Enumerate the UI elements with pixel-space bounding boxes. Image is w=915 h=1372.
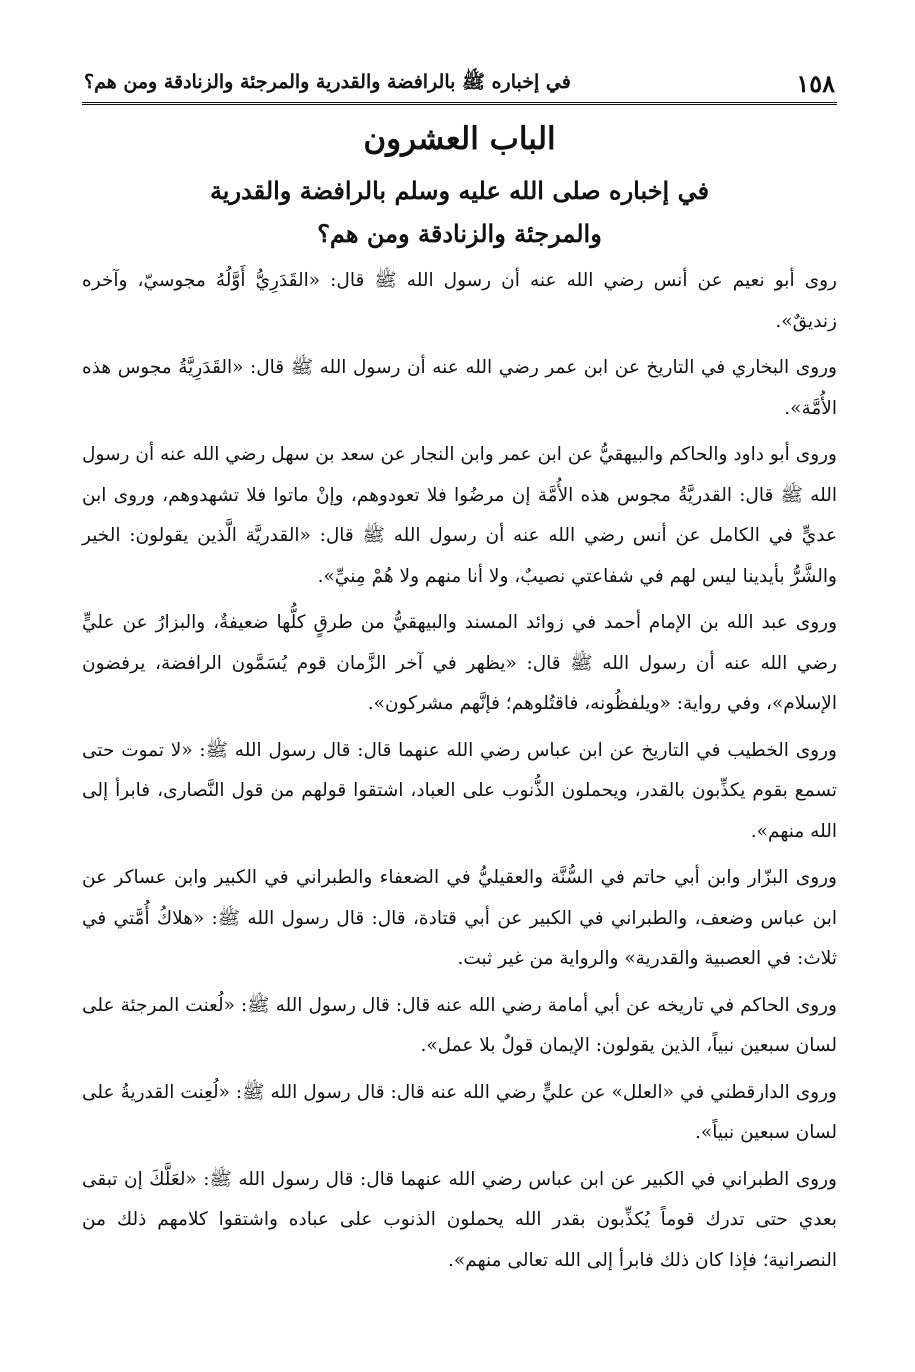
paragraph: وروى أبو داود والحاكم والبيهقيُّ عن ابن عمر وابن النجار عن سعد بن سهل رضي الله عنه أن رسول الله ﷺ قال: القدريَّةُ مجوس هذه الأُمَّة إن مرضُوا فلا تعودوهم، وإنْ ماتوا فلا تشهدوهم، وروى ابن عديٍّ في الكامل عن أنس رضي الله عنه أن رسول الله ﷺ قال: «القدريَّة الَّذين يقولون: الخير والشَّرُّ بأيدينا ليس لهم في شفاعتي نصيبٌ، ولا أنا منهم ولا هُمْ مِنيِّ». xyxy=(82,444,837,587)
paragraph: وروى الطبراني في الكبير عن ابن عباس رضي الله عنهما قال: قال رسول الله ﷺ: «لعَلَّكَ إن تبقى بعدي حتى تدرك قوماً يُكذِّبون بقدر الله يحملون الذنوب على عباده واشتقوا كلامهم ذلك من النصرانية؛ فإذا كان ذلك فابرأ إلى الله تعالى منهم». xyxy=(82,1168,837,1271)
running-header xyxy=(82,58,837,105)
chapter-subtitle xyxy=(82,169,837,255)
paragraph: وروى البزّار وابن أبي حاتم في السُّنَّة والعقيليُّ في الضعفاء والطبراني في الكبير وابن عساكر عن ابن عباس وضعف، والطبراني في الكبير عن أبي قتادة، قال: قال رسول الله ﷺ: «هلاكُ أُمَّتي في ثلاث: في العصبية والقدرية» والرواية من غير ثبت. xyxy=(82,867,837,970)
chapter-subtitle-line-1: في إخباره صلى الله عليه وسلم بالرافضة والقدرية xyxy=(209,175,710,205)
page-number: ١٥٨ xyxy=(796,69,835,98)
body-text xyxy=(82,261,837,1281)
paragraph: وروى عبد الله بن الإمام أحمد في زوائد المسند والبيهقيُّ من طرقٍ كلُّها ضعيفةٌ، والبزارُ عن عليٍّ رضي الله عنه أن رسول الله ﷺ قال: «يظهر في آخر الزَّمان قوم يُسَمَّون الرافضة، يرفضون الإسلام»، وفي رواية: «ويلفظُونه، فاقتُلوهم؛ فإنَّهم مشركون». xyxy=(82,612,837,715)
chapter-subtitle-line-2: والمرجئة والزنادقة ومن هم؟ xyxy=(317,219,602,249)
paragraph: وروى البخاري في التاريخ عن ابن عمر رضي الله عنه أن رسول الله ﷺ قال: «القَدَرِيَّةُ مجوس هذه الأُمَّة». xyxy=(82,357,837,419)
paragraph: وروى الخطيب في التاريخ عن ابن عباس رضي الله عنهما قال: قال رسول الله ﷺ: «لا تموت حتى تسمع بقوم يكذِّبون بالقدر، ويحملون الذُّنوب على العباد، اشتقوا قولهم من قول النَّصارى، فابرأ إلى الله منهم». xyxy=(82,739,837,842)
paragraph: روى أبو نعيم عن أنس رضي الله عنه أن رسول الله ﷺ قال: «القَدَرِيُّ أَوَّلُهُ مجوسيّ، وآخره زنديقٌ». xyxy=(82,270,837,332)
running-title: في إخباره ﷺ بالرافضة والقدرية والمرجئة والزنادقة ومن هم؟ xyxy=(84,71,571,93)
paragraph: وروى الدارقطني في «العلل» عن عليٍّ رضي الله عنه قال: قال رسول الله ﷺ: «لُعِنت القدريةُ على لسان سبعين نبياً». xyxy=(82,1081,837,1144)
chapter-title: الباب العشرون xyxy=(363,121,556,157)
paragraph: وروى الحاكم في تاريخه عن أبي أمامة رضي الله عنه قال: قال رسول الله ﷺ: «لُعنت المرجئة على لسان سبعين نبياً، الذين يقولون: الإيمان قولٌ بلا عمل». xyxy=(82,994,837,1057)
